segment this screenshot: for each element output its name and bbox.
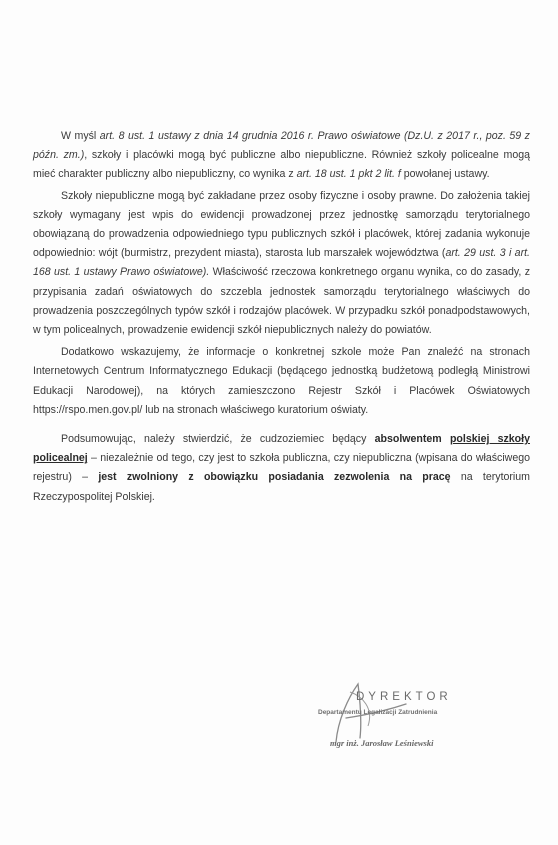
signature-block bbox=[290, 668, 510, 768]
emphasis-text: jest zwolniony z obowiązku posiadania zezwolenia na pracę bbox=[98, 471, 451, 484]
paragraph-legal-basis bbox=[33, 127, 530, 185]
text-span bbox=[442, 433, 450, 445]
text-span: Szkoły niepubliczne mogą być zakładane przez osoby fizyczne i osoby prawne. Do założenia takiej szkoły wymagany jest wpis do ewidencji prowadzonej przez jednostkę samorządu terytorialnego obowiązaną do prowadzenia odpowiedniego typu publicznych szkół i placówek, której zadania wykonuje odpowiednio: wójt (burmistrz, prezydent miasta), starosta lub marszałek województwa ( bbox=[33, 189, 530, 260]
paragraph-private-schools bbox=[33, 187, 530, 341]
emphasis-text: polskiej szkoły policealnej bbox=[33, 433, 530, 465]
stamp-department: Departamentu Legalizacji Zatrudnienia bbox=[318, 709, 438, 716]
signatory-name: mgr inż. Jarosław Leśniewski bbox=[330, 738, 434, 748]
paragraph-summary bbox=[33, 430, 530, 507]
stamp-title: DYREKTOR bbox=[356, 691, 452, 703]
handwritten-signature-icon bbox=[290, 668, 510, 768]
text-span: W myśl bbox=[61, 130, 100, 142]
emphasis-text: absolwentem bbox=[374, 433, 442, 446]
law-citation: art. 29 ust. 3 i art. 168 ust. 1 ustawy Prawo oświatowe). bbox=[33, 247, 530, 279]
paragraph-additional-info bbox=[33, 343, 530, 420]
text-span: Dodatkowo wskazujemy, że informacje o konkretnej szkole może Pan znaleźć na stronach Internetowych Centrum Informatycznego Edukacji (będącego jednostką budżetową podległą Ministrowi Edukacji Narodowej), na których zamieszczono Rejestr Szkół i Placówek Oświatowych https://rspo.men.gov.pl/ lub na stronach właściwego kuratorium oświaty. bbox=[33, 346, 530, 416]
law-citation: art. 18 ust. 1 pkt 2 lit. f bbox=[296, 168, 401, 181]
text-span: Właściwość rzeczowa konkretnego organu wynika, co do zasady, z przypisania zadań oświatowych do szczebla jednostek samorządu terytorialnego właściwych do prowadzenia poszczególnych typów szkół i rodzajów placówek. W przypadku szkół ponadpodstawowych, w tym policealnych, prowadzenie ewidencji szkół niepublicznych należy do powiatów. bbox=[33, 266, 530, 337]
text-span: – niezależnie od tego, czy jest to szkoła publiczna, czy niepubliczna (wpisana do właściwego rejestru) – bbox=[33, 452, 530, 484]
letter-body bbox=[33, 127, 530, 509]
text-span: powołanej ustawy. bbox=[400, 168, 490, 181]
text-span: , szkoły i placówki mogą być publiczne albo niepubliczne. Również szkoły policealne mogą mieć charakter publiczny albo niepubliczny, co wynika z bbox=[33, 149, 531, 181]
text-span: na terytorium Rzeczypospolitej Polskiej. bbox=[33, 471, 530, 503]
text-span: Podsumowując, należy stwierdzić, że cudzoziemiec będący bbox=[61, 433, 375, 446]
law-citation: art. 8 ust. 1 ustawy z dnia 14 grudnia 2016 r. Prawo oświatowe (Dz.U. z 2017 r., poz. 59 z późn. zm.) bbox=[33, 130, 530, 162]
